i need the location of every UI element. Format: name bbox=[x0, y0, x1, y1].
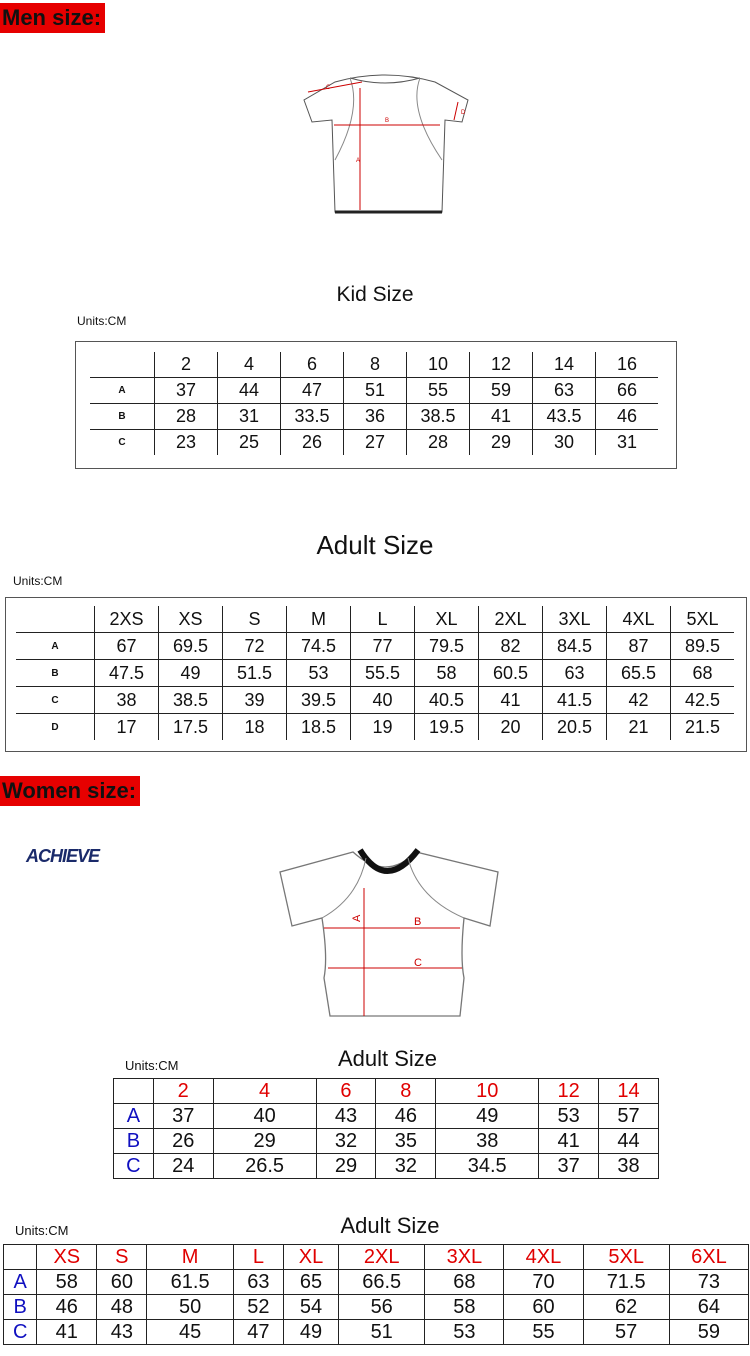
header-row bbox=[90, 352, 658, 378]
measurement-cell: 68 bbox=[671, 660, 735, 687]
measurement-cell: 43 bbox=[316, 1104, 376, 1129]
measurement-cell: 72 bbox=[223, 633, 287, 660]
diagram-label-a: A bbox=[356, 158, 361, 164]
measurement-cell: 46 bbox=[37, 1295, 97, 1320]
measurement-cell: 57 bbox=[583, 1320, 669, 1345]
measurement-cell: 49 bbox=[284, 1320, 339, 1345]
measurement-cell: 53 bbox=[425, 1320, 504, 1345]
row-label: C bbox=[16, 687, 95, 714]
measurement-cell: 57 bbox=[599, 1104, 659, 1129]
table-row bbox=[16, 660, 734, 687]
measurement-cell: 46 bbox=[596, 404, 659, 430]
measurement-cell: 47 bbox=[281, 378, 344, 404]
measurement-cell: 41 bbox=[479, 687, 543, 714]
corner-cell bbox=[4, 1245, 37, 1270]
size-header: M bbox=[287, 606, 351, 633]
measurement-cell: 26 bbox=[281, 430, 344, 456]
size-header: 4 bbox=[218, 352, 281, 378]
measurement-cell: 27 bbox=[344, 430, 407, 456]
measurement-cell: 26.5 bbox=[213, 1154, 316, 1179]
measurement-cell: 74.5 bbox=[287, 633, 351, 660]
measurement-cell: 55 bbox=[407, 378, 470, 404]
measurement-cell: 30 bbox=[533, 430, 596, 456]
table-row bbox=[114, 1104, 659, 1129]
size-header: 2XL bbox=[479, 606, 543, 633]
measurement-cell: 58 bbox=[37, 1270, 97, 1295]
measurement-cell: 40 bbox=[213, 1104, 316, 1129]
women-adult-units: Units:CM bbox=[15, 1223, 69, 1238]
measurement-cell: 20 bbox=[479, 714, 543, 741]
measurement-cell: 41.5 bbox=[543, 687, 607, 714]
measurement-cell: 19.5 bbox=[415, 714, 479, 741]
size-header: 8 bbox=[344, 352, 407, 378]
measurement-cell: 52 bbox=[233, 1295, 283, 1320]
measurement-cell: 32 bbox=[316, 1129, 376, 1154]
measurement-cell: 39.5 bbox=[287, 687, 351, 714]
women-diagram-label-c: C bbox=[414, 957, 422, 969]
measurement-cell: 18 bbox=[223, 714, 287, 741]
size-header: 3XL bbox=[425, 1245, 504, 1270]
measurement-cell: 43.5 bbox=[533, 404, 596, 430]
measurement-cell: 47.5 bbox=[95, 660, 159, 687]
measurement-cell: 45 bbox=[147, 1320, 233, 1345]
kid-units: Units:CM bbox=[77, 314, 127, 328]
table-row bbox=[16, 687, 734, 714]
diagram-label-c: C bbox=[326, 85, 331, 91]
women-diagram-label-b: B bbox=[414, 916, 422, 928]
measurement-cell: 37 bbox=[539, 1154, 599, 1179]
measurement-cell: 68 bbox=[425, 1270, 504, 1295]
measurement-cell: 38 bbox=[436, 1129, 539, 1154]
size-header: 6 bbox=[281, 352, 344, 378]
size-header: 5XL bbox=[671, 606, 735, 633]
measurement-cell: 53 bbox=[287, 660, 351, 687]
header-row bbox=[4, 1245, 749, 1270]
size-header: 14 bbox=[533, 352, 596, 378]
measurement-cell: 34.5 bbox=[436, 1154, 539, 1179]
measurement-cell: 17 bbox=[95, 714, 159, 741]
measurement-cell: 21.5 bbox=[671, 714, 735, 741]
size-header: 6XL bbox=[669, 1245, 748, 1270]
measurement-cell: 42 bbox=[607, 687, 671, 714]
corner-cell bbox=[114, 1079, 154, 1104]
table-row bbox=[114, 1154, 659, 1179]
row-label: C bbox=[114, 1154, 154, 1179]
measurement-cell: 69.5 bbox=[159, 633, 223, 660]
size-header: M bbox=[147, 1245, 233, 1270]
measurement-cell: 66 bbox=[596, 378, 659, 404]
measurement-cell: 41 bbox=[539, 1129, 599, 1154]
measurement-cell: 87 bbox=[607, 633, 671, 660]
corner-cell bbox=[16, 606, 95, 633]
women-adult-size-title: Adult Size bbox=[340, 1213, 440, 1238]
row-label: D bbox=[51, 721, 59, 733]
measurement-cell: 60 bbox=[504, 1295, 583, 1320]
measurement-cell: 55 bbox=[504, 1320, 583, 1345]
measurement-cell: 31 bbox=[218, 404, 281, 430]
size-header: XS bbox=[37, 1245, 97, 1270]
row-label: B bbox=[16, 660, 95, 687]
size-header: L bbox=[351, 606, 415, 633]
measurement-cell: 20.5 bbox=[543, 714, 607, 741]
row-label: C bbox=[118, 437, 126, 448]
men-adult-size-table bbox=[16, 606, 734, 740]
measurement-cell: 29 bbox=[213, 1129, 316, 1154]
measurement-cell: 84.5 bbox=[543, 633, 607, 660]
measurement-cell: 63 bbox=[233, 1270, 283, 1295]
measurement-cell: 82 bbox=[479, 633, 543, 660]
measurement-cell: 59 bbox=[669, 1320, 748, 1345]
row-label: A bbox=[114, 1104, 154, 1129]
measurement-cell: 25 bbox=[218, 430, 281, 456]
size-header: S bbox=[97, 1245, 147, 1270]
measurement-cell: 51 bbox=[339, 1320, 425, 1345]
size-header: 2XS bbox=[95, 606, 159, 633]
table-row bbox=[114, 1129, 659, 1154]
women-size-banner: Women size: bbox=[0, 776, 140, 806]
measurement-cell: 71.5 bbox=[583, 1270, 669, 1295]
table-row bbox=[16, 633, 734, 660]
measurement-cell: 58 bbox=[425, 1295, 504, 1320]
size-header: 16 bbox=[596, 352, 659, 378]
women-diagram-label-a: A bbox=[351, 914, 363, 922]
women-kid-units: Units:CM bbox=[125, 1058, 179, 1073]
size-header: 4XL bbox=[607, 606, 671, 633]
measurement-cell: 49 bbox=[159, 660, 223, 687]
measurement-cell: 77 bbox=[351, 633, 415, 660]
row-label: A bbox=[4, 1270, 37, 1295]
measurement-cell: 31 bbox=[596, 430, 659, 456]
measurement-cell: 60 bbox=[97, 1270, 147, 1295]
measurement-cell: 73 bbox=[669, 1270, 748, 1295]
measurement-cell: 38.5 bbox=[159, 687, 223, 714]
measurement-cell: 44 bbox=[599, 1129, 659, 1154]
measurement-cell: 60.5 bbox=[479, 660, 543, 687]
row-label: B bbox=[90, 404, 155, 430]
measurement-cell: 43 bbox=[97, 1320, 147, 1345]
measurement-cell: 62 bbox=[583, 1295, 669, 1320]
measurement-cell: 42.5 bbox=[671, 687, 735, 714]
measurement-cell: 33.5 bbox=[281, 404, 344, 430]
measurement-cell: 65 bbox=[284, 1270, 339, 1295]
measurement-cell: 63 bbox=[533, 378, 596, 404]
measurement-cell: 51 bbox=[344, 378, 407, 404]
measurement-cell: 28 bbox=[407, 430, 470, 456]
size-header: S bbox=[223, 606, 287, 633]
women-adult-size-table bbox=[3, 1244, 749, 1345]
corner-cell bbox=[90, 352, 155, 378]
size-header: 10 bbox=[407, 352, 470, 378]
measurement-cell: 67 bbox=[95, 633, 159, 660]
measurement-cell: 61.5 bbox=[147, 1270, 233, 1295]
measurement-cell: 44 bbox=[218, 378, 281, 404]
kid-size-table-frame bbox=[75, 341, 677, 469]
measurement-cell: 18.5 bbox=[287, 714, 351, 741]
row-label: C bbox=[4, 1320, 37, 1345]
men-adult-size-title: Adult Size bbox=[316, 530, 434, 560]
women-kid-size-title: Adult Size bbox=[337, 1046, 438, 1071]
measurement-cell: 37 bbox=[153, 1104, 213, 1129]
measurement-cell: 40 bbox=[351, 687, 415, 714]
women-shirt-diagram bbox=[278, 848, 500, 1020]
measurement-cell: 46 bbox=[376, 1104, 436, 1129]
size-header: XS bbox=[159, 606, 223, 633]
size-header: 14 bbox=[599, 1079, 659, 1104]
measurement-cell: 58 bbox=[415, 660, 479, 687]
measurement-cell: 48 bbox=[97, 1295, 147, 1320]
size-header: 6 bbox=[316, 1079, 376, 1104]
achieve-logo: ACHIEVE bbox=[26, 846, 100, 866]
table-row bbox=[90, 404, 658, 430]
row-label: A bbox=[90, 378, 155, 404]
table-row bbox=[90, 430, 658, 456]
women-kid-size-table bbox=[113, 1078, 659, 1179]
measurement-cell: 66.5 bbox=[339, 1270, 425, 1295]
men-adult-units: Units:CM bbox=[13, 574, 63, 588]
size-header: 2 bbox=[155, 352, 218, 378]
size-header: 3XL bbox=[543, 606, 607, 633]
measurement-cell: 47 bbox=[233, 1320, 283, 1345]
size-header: XL bbox=[415, 606, 479, 633]
size-header: 8 bbox=[376, 1079, 436, 1104]
men-adult-table-frame bbox=[5, 597, 747, 752]
table-row bbox=[4, 1320, 749, 1345]
row-label: B bbox=[114, 1129, 154, 1154]
size-header: 10 bbox=[436, 1079, 539, 1104]
measurement-cell: 63 bbox=[543, 660, 607, 687]
measurement-cell: 53 bbox=[539, 1104, 599, 1129]
measurement-cell: 23 bbox=[155, 430, 218, 456]
measurement-cell: 64 bbox=[669, 1295, 748, 1320]
men-size-banner: Men size: bbox=[0, 3, 105, 33]
measurement-cell: 17.5 bbox=[159, 714, 223, 741]
header-row bbox=[16, 606, 734, 633]
measurement-cell: 40.5 bbox=[415, 687, 479, 714]
measurement-cell: 37 bbox=[155, 378, 218, 404]
measurement-cell: 19 bbox=[351, 714, 415, 741]
measurement-cell: 36 bbox=[344, 404, 407, 430]
men-shirt-diagram bbox=[290, 70, 480, 220]
measurement-cell: 41 bbox=[37, 1320, 97, 1345]
measurement-cell: 56 bbox=[339, 1295, 425, 1320]
size-header: 5XL bbox=[583, 1245, 669, 1270]
measurement-cell: 28 bbox=[155, 404, 218, 430]
measurement-cell: 51.5 bbox=[223, 660, 287, 687]
size-header: L bbox=[233, 1245, 283, 1270]
size-header: 12 bbox=[470, 352, 533, 378]
diagram-label-d: D bbox=[461, 110, 466, 116]
measurement-cell: 54 bbox=[284, 1295, 339, 1320]
measurement-cell: 59 bbox=[470, 378, 533, 404]
measurement-cell: 38.5 bbox=[407, 404, 470, 430]
table-row bbox=[4, 1295, 749, 1320]
diagram-label-b: B bbox=[385, 118, 390, 124]
measurement-cell: 35 bbox=[376, 1129, 436, 1154]
measurement-cell: 55.5 bbox=[351, 660, 415, 687]
measurement-cell: 38 bbox=[95, 687, 159, 714]
row-label: A bbox=[16, 633, 95, 660]
kid-size-table bbox=[90, 352, 658, 455]
measurement-cell: 79.5 bbox=[415, 633, 479, 660]
size-header: 4XL bbox=[504, 1245, 583, 1270]
kid-size-title: Kid Size bbox=[336, 283, 414, 306]
size-header: 12 bbox=[539, 1079, 599, 1104]
measurement-cell: 39 bbox=[223, 687, 287, 714]
measurement-cell: 89.5 bbox=[671, 633, 735, 660]
measurement-cell: 65.5 bbox=[607, 660, 671, 687]
size-header: XL bbox=[284, 1245, 339, 1270]
size-header: 2XL bbox=[339, 1245, 425, 1270]
measurement-cell: 21 bbox=[607, 714, 671, 741]
size-header: 4 bbox=[213, 1079, 316, 1104]
row-label: B bbox=[4, 1295, 37, 1320]
measurement-cell: 50 bbox=[147, 1295, 233, 1320]
measurement-cell: 29 bbox=[316, 1154, 376, 1179]
measurement-cell: 32 bbox=[376, 1154, 436, 1179]
table-row bbox=[90, 378, 658, 404]
measurement-cell: 26 bbox=[153, 1129, 213, 1154]
measurement-cell: 49 bbox=[436, 1104, 539, 1129]
header-row bbox=[114, 1079, 659, 1104]
measurement-cell: 70 bbox=[504, 1270, 583, 1295]
measurement-cell: 29 bbox=[470, 430, 533, 456]
table-row bbox=[4, 1270, 749, 1295]
size-header: 2 bbox=[153, 1079, 213, 1104]
measurement-cell: 38 bbox=[599, 1154, 659, 1179]
measurement-cell: 41 bbox=[470, 404, 533, 430]
table-row bbox=[16, 714, 734, 741]
measurement-cell: 24 bbox=[153, 1154, 213, 1179]
